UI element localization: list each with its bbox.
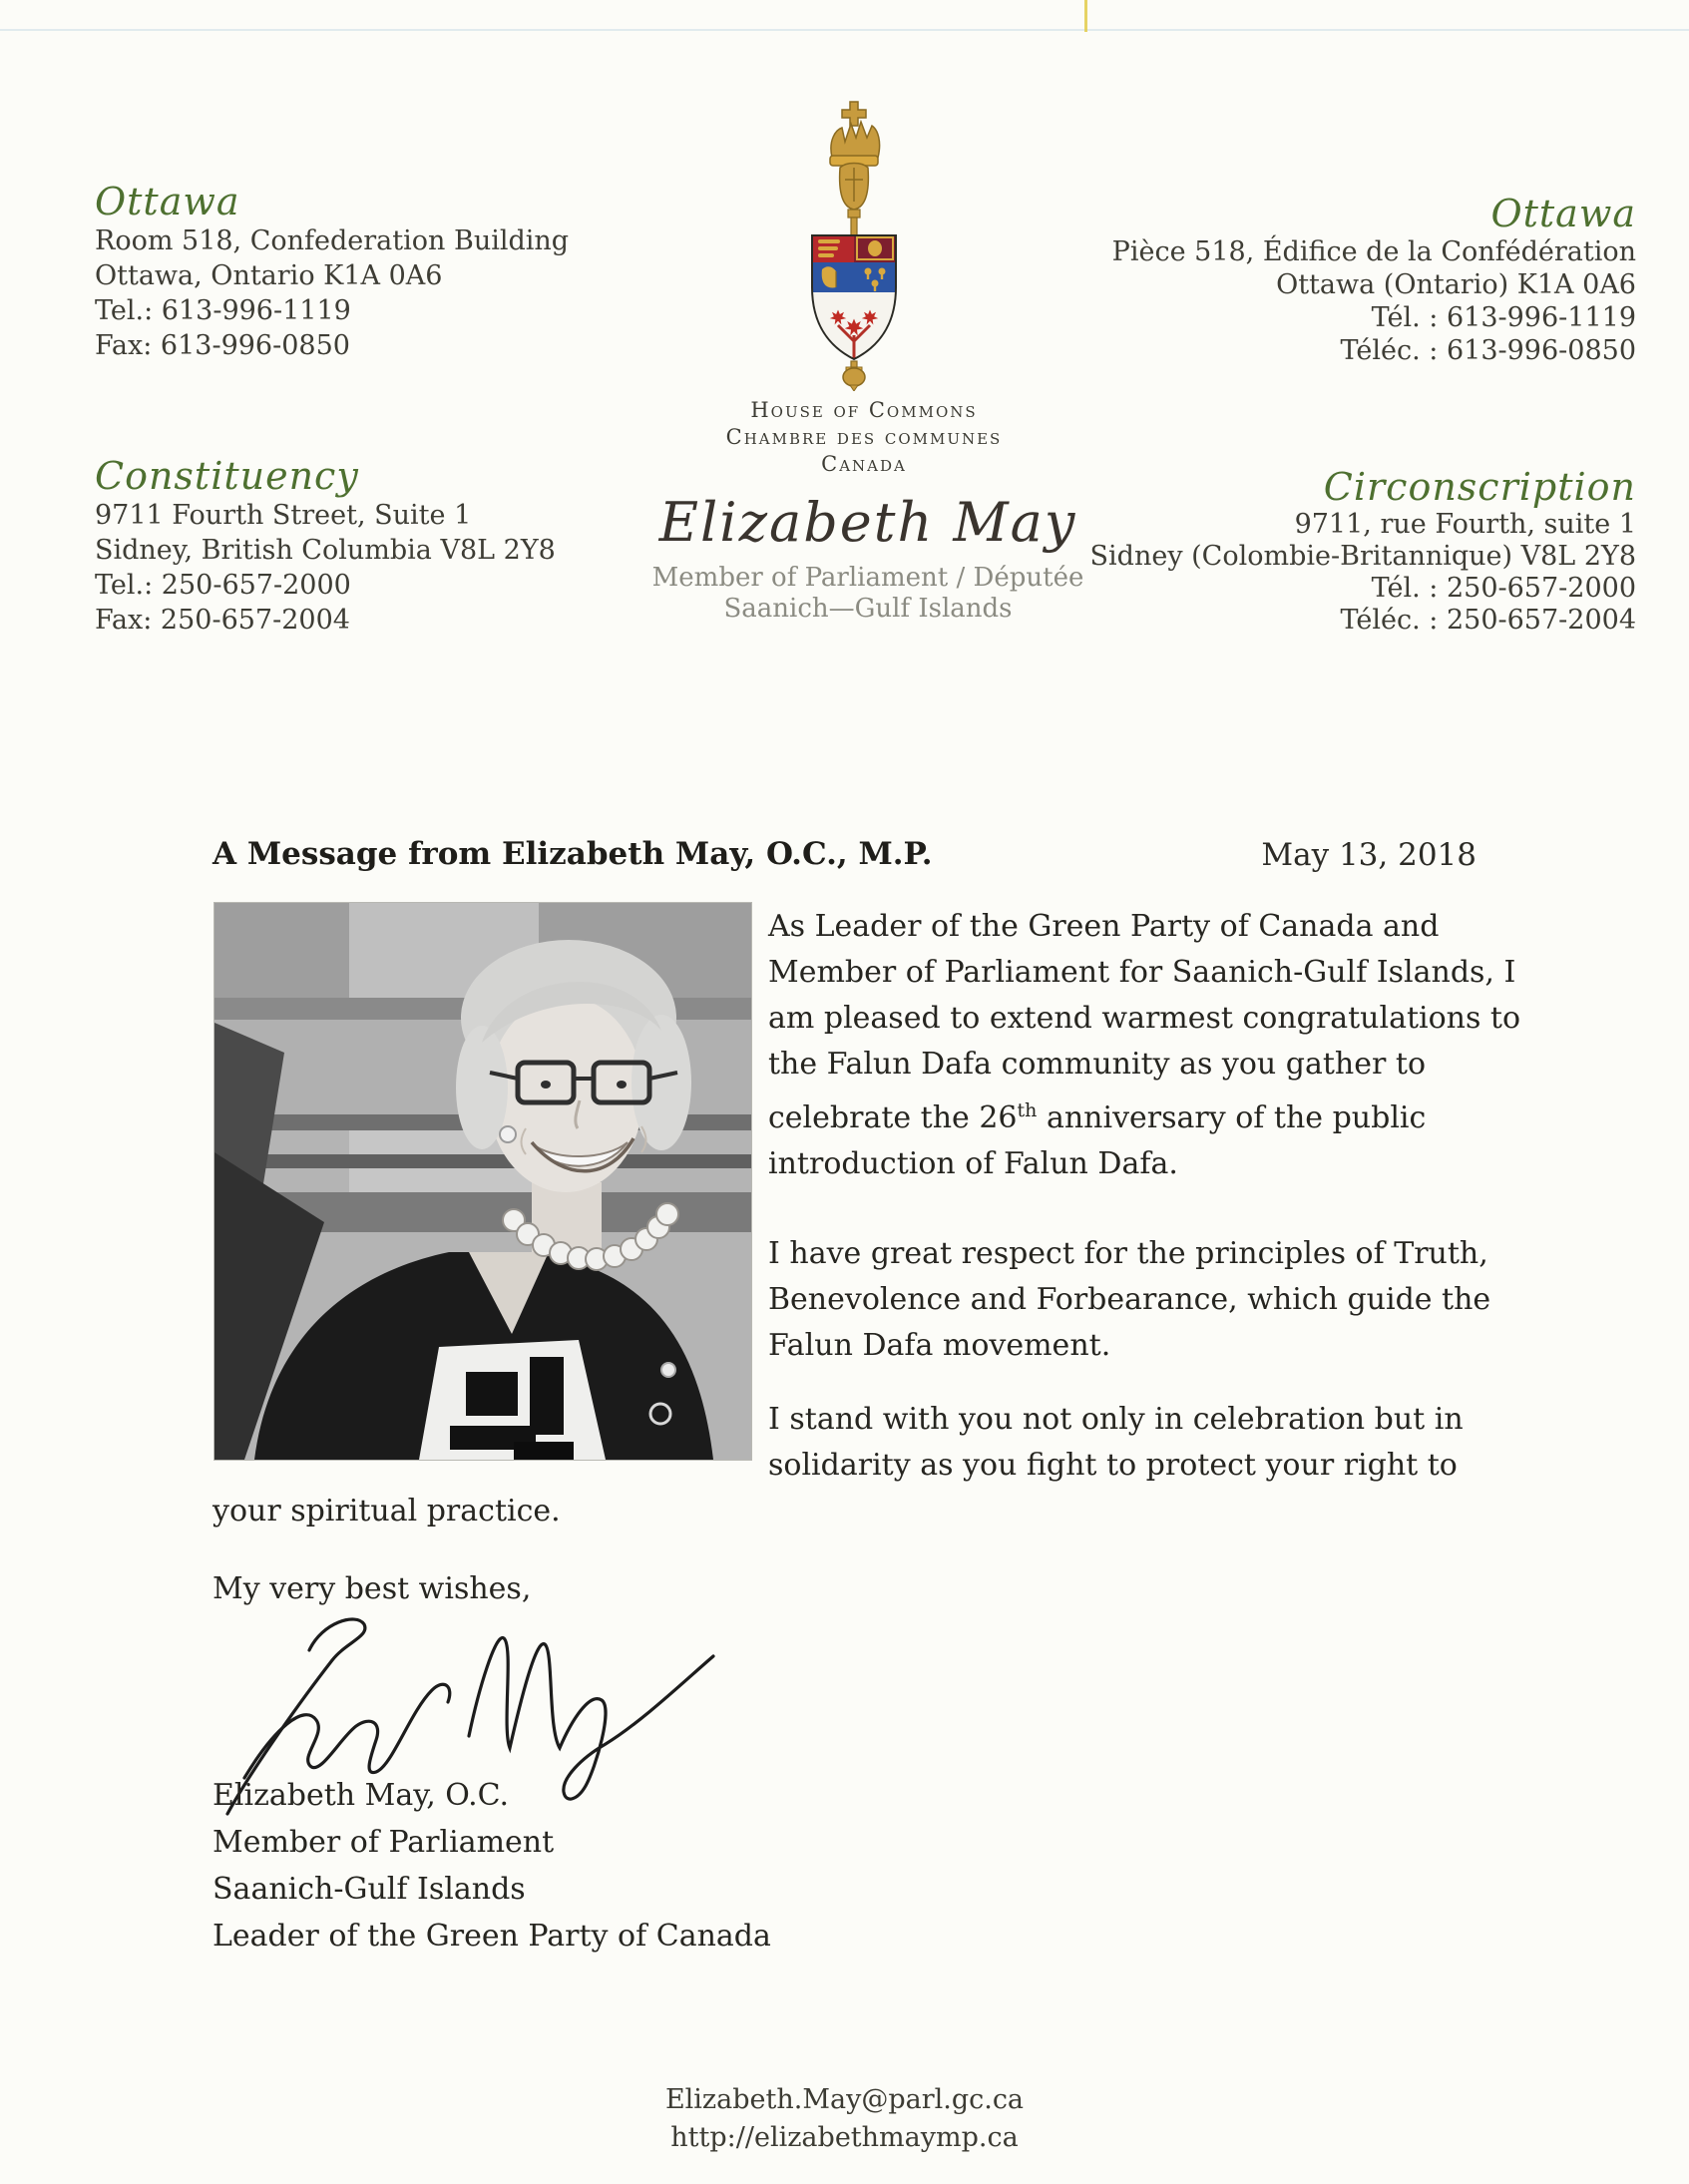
address-ottawa-en <box>95 180 570 363</box>
address-line: Tél. : 250-657-2000 <box>1371 573 1636 604</box>
address-heading: Constituency <box>95 454 359 498</box>
message-heading: A Message from Elizabeth May, O.C., M.P. <box>212 836 933 872</box>
house-of-commons-crest-icon <box>798 100 910 391</box>
address-line: Pièce 518, Édifice de la Confédération <box>1111 236 1636 267</box>
body-line: the Falun Dafa community as you gather to <box>768 1047 1427 1082</box>
letter-body <box>768 904 1521 1489</box>
address-line: 9711 Fourth Street, Suite 1 <box>95 500 472 531</box>
org-name-en: House of Commons <box>750 398 978 422</box>
address-line: Fax: 250-657-2004 <box>95 605 350 636</box>
body-line: solidarity as you fight to protect your right to <box>768 1448 1458 1483</box>
address-line: Téléc. : 613-996-0850 <box>1340 335 1636 366</box>
member-title: Member of Parliament / Députée <box>651 563 1084 593</box>
member-identity <box>619 493 1117 625</box>
footer-contact <box>0 2081 1689 2157</box>
signoff-riding: Saanich-Gulf Islands <box>212 1872 526 1907</box>
body-continuation: your spiritual practice. <box>212 1494 561 1529</box>
scan-artifact-tick <box>1084 0 1087 32</box>
signature-block <box>212 1772 771 1960</box>
body-line: Falun Dafa movement. <box>768 1328 1111 1363</box>
elizabeth-may-portrait-photo <box>214 903 751 1460</box>
body-line: am pleased to extend warmest congratulations to <box>768 1001 1521 1036</box>
body-line: I stand with you not only in celebration but in <box>768 1402 1464 1437</box>
scan-artifact-line <box>0 29 1689 31</box>
address-line: Sidney, British Columbia V8L 2Y8 <box>95 535 556 566</box>
house-of-commons-title <box>595 397 1133 478</box>
body-line: I have great respect for the principles of Truth, <box>768 1236 1488 1271</box>
address-heading: Circonscription <box>1323 465 1636 509</box>
address-ottawa-fr <box>1038 192 1636 367</box>
body-line: Benevolence and Forbearance, which guide the <box>768 1282 1491 1317</box>
email-address: Elizabeth.May@parl.gc.ca <box>664 2084 1025 2115</box>
address-line: Ottawa (Ontario) K1A 0A6 <box>1276 269 1636 300</box>
ordinal-superscript: th <box>1017 1099 1038 1121</box>
address-line: Sidney (Colombie-Britannique) V8L 2Y8 <box>1089 541 1636 572</box>
address-line: 9711, rue Fourth, suite 1 <box>1294 509 1636 540</box>
body-line: celebrate the 26th anniversary of the public <box>768 1099 1427 1135</box>
address-heading: Ottawa <box>95 180 240 223</box>
closing-line: My very best wishes, <box>212 1571 532 1606</box>
address-line: Tel.: 250-657-2000 <box>95 570 351 601</box>
message-date: May 13, 2018 <box>1261 837 1477 873</box>
website-url: http://elizabethmaymp.ca <box>670 2122 1019 2153</box>
address-line: Room 518, Confederation Building <box>95 225 570 256</box>
member-riding: Saanich—Gulf Islands <box>723 594 1013 624</box>
body-line: Member of Parliament for Saanich-Gulf Islands, I <box>768 955 1516 990</box>
address-line: Fax: 613-996-0850 <box>95 330 350 361</box>
signoff-title: Member of Parliament <box>212 1825 555 1860</box>
address-heading: Ottawa <box>1490 192 1636 235</box>
body-line: introduction of Falun Dafa. <box>768 1146 1178 1181</box>
org-country: Canada <box>821 452 907 476</box>
address-line: Tél. : 613-996-1119 <box>1371 302 1636 333</box>
address-line: Tel.: 613-996-1119 <box>95 295 351 326</box>
member-name: Elizabeth May <box>658 491 1077 554</box>
org-name-fr: Chambre des communes <box>725 425 1003 449</box>
address-line: Ottawa, Ontario K1A 0A6 <box>95 260 443 291</box>
body-line: As Leader of the Green Party of Canada and <box>768 909 1440 944</box>
address-constituency-en <box>95 454 614 638</box>
signoff-name: Elizabeth May, O.C. <box>212 1778 510 1813</box>
signoff-party-role: Leader of the Green Party of Canada <box>212 1919 771 1954</box>
address-line: Téléc. : 250-657-2004 <box>1340 605 1636 636</box>
